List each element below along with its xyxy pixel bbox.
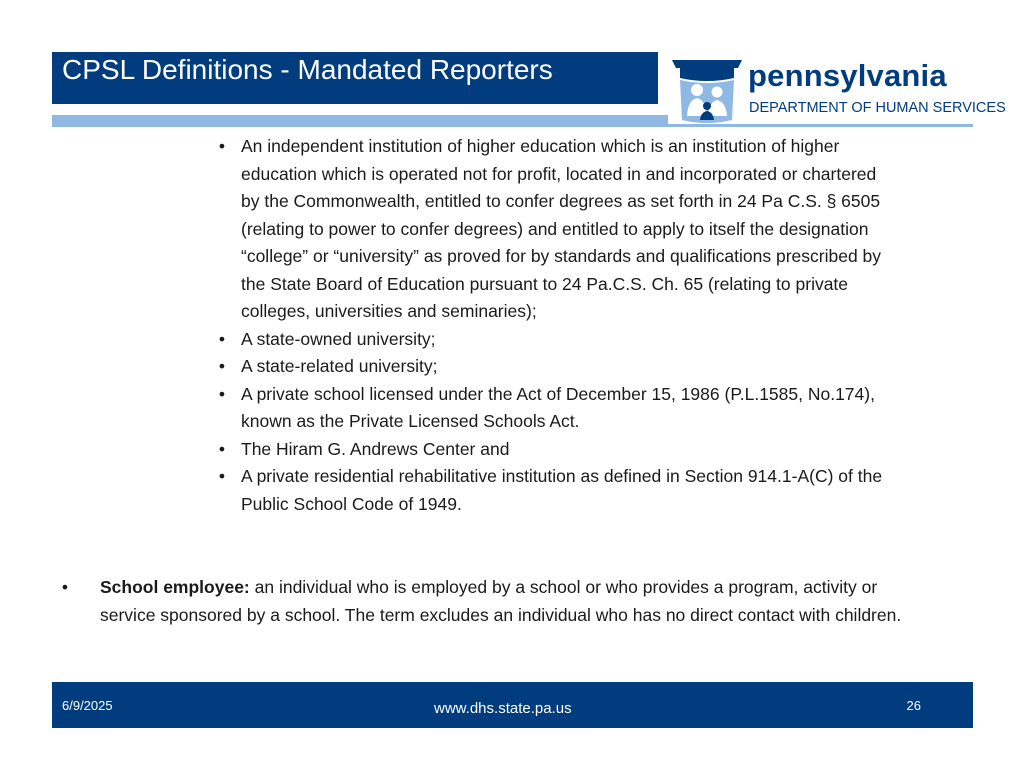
definition-text: an individual who is employed by a school or who provides a program, activity or service sponsored by a school. The term excludes an individual who has no direct contact with children.	[100, 577, 902, 625]
title-bar	[52, 52, 658, 104]
list-item: • A state-owned university;	[215, 326, 895, 354]
footer-bar	[52, 682, 973, 728]
definition-list	[58, 573, 918, 629]
bullet-icon: •	[218, 383, 226, 404]
page-number: 26	[906, 698, 921, 713]
list-item: • A private school licensed under the Act of December 15, 1986 (P.L.1585, No.174), known as the Private Licensed Schools Act.	[215, 381, 895, 436]
bullet-icon: •	[218, 438, 226, 459]
list-item: • A private residential rehabilitative institution as defined in Section 914.1-A(C) of the Public School Code of 1949.	[215, 463, 895, 518]
bullet-icon: •	[218, 466, 226, 486]
slide-title: CPSL Definitions - Mandated Reporters	[62, 54, 553, 85]
bullet-icon: •	[218, 356, 226, 376]
list-item: • The Hiram G. Andrews Center and	[215, 436, 895, 464]
dhs-logo	[668, 52, 1008, 124]
institution-list	[215, 133, 895, 518]
school-employee-definition	[58, 573, 918, 629]
logo-wordmark: pennsylvania	[748, 58, 947, 93]
bullet-icon: •	[61, 577, 69, 597]
definition-term: School employee:	[100, 577, 250, 597]
list-item: • A state-related university;	[215, 353, 895, 381]
logo-department: DEPARTMENT OF HUMAN SERVICES	[749, 100, 1006, 116]
list-item: • An independent institution of higher education which is an institution of higher education which is operated not for profit, located in and incorporated or chartered by the Commonwealth, entitled to confer degrees as set forth in 24 Pa C.S. § 6505 (relating to power to confer degrees) and entitled to apply to itself the designation “college” or “university” as proved for by standards and qualifications prescribed by the State Board of Education pursuant to 24 Pa.C.S. Ch. 65 (relating to private colleges, universities and seminaries);	[215, 133, 895, 326]
bullet-icon: •	[218, 328, 226, 349]
keystone-family-icon	[670, 54, 744, 126]
footer-date: 6/9/2025	[62, 698, 113, 713]
bullet-icon: •	[218, 136, 226, 156]
footer-url: www.dhs.state.pa.us	[434, 700, 572, 717]
